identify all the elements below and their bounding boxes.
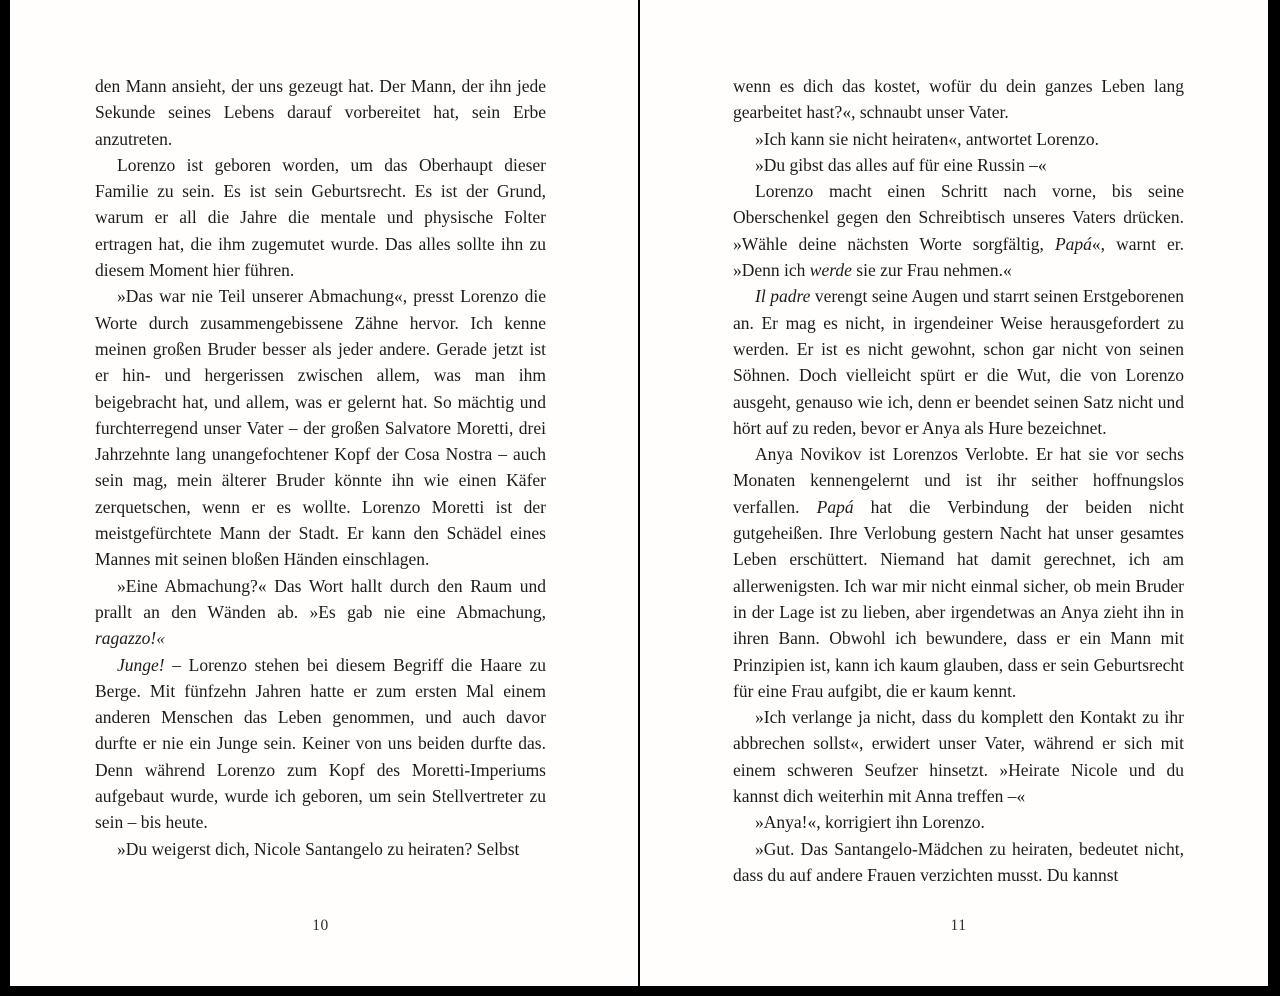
text-run: Anya Novikov ist Lorenzos Verlobte. Er hat sie vor sechs Monaten kennengelernt und ist ihr seither hoffnungslos verfallen.: [733, 444, 1184, 517]
paragraph: [733, 152, 1184, 178]
paragraph: [733, 283, 1184, 441]
text-run: wenn es dich das kostet, wofür du dein ganzes Leben lang gearbeitet hast?«, schnaubt unser Vater.: [733, 76, 1184, 123]
text-run: Lorenzo macht einen Schritt nach vorne, bis seine Oberschenkel gegen den Schreibtisch unseres Vaters drücken. »Wähle deine nächsten Worte sorgfältig,: [733, 181, 1184, 254]
text-run: Lorenzo ist geboren worden, um das Oberhaupt dieser Familie zu sein. Es ist sein Geburtsrecht. Es ist der Grund, warum er all die Jahre die mentale und physische Folter ertragen hat, die ihm zugemutet wurde. Das alles sollte ihn zu diesem Moment hier führen.: [95, 154, 546, 281]
page-right-text: [733, 73, 1184, 888]
text-run: hat die Verbindung der beiden nicht gutgeheißen. Ihre Verlobung gestern Nacht hat unser gesamtes Leben erschüttert. Niemand hat damit gerechnet, ich am allerwenigsten. Ich war mir nicht einmal sicher, ob mein Bruder in der Lage ist zu lieben, aber irgendetwas an Anya zieht ihn in ihren Bann. Obwohl ich bewundere, dass er ein Mann mit Prinzipien ist, kann ich kaum glauben, dass er sein Geburtsrecht für eine Frau aufgibt, die er kaum kennt.: [733, 496, 1184, 701]
text-run: »Du gibst das alles auf für eine Russin –«: [755, 154, 1047, 175]
text-run: »Anya!«, korrigiert ihn Lorenzo.: [755, 812, 985, 833]
text-run: »Du weigerst dich, Nicole Santangelo zu heiraten? Selbst: [117, 838, 520, 859]
text-run: »Das war nie Teil unserer Abmachung«, presst Lorenzo die Worte durch zusammengebissene Zähne hervor. Ich kenne meinen großen Bruder besser als jeder andere. Gerade jetzt ist er hin- und hergerissen zwischen allem, was man ihm beigebracht hat, und allem, was er gelernt hat. So mächtig und furchterregend unser Vater – der großen Salvatore Moretti, drei Jahrzehnte lang unangefochtener Kopf der Cosa Nostra – auch sein mag, mein älterer Bruder könnte ihn wie einen Käfer zerquetschen, wenn er es wollte. Lorenzo Moretti ist der meistgefürchtete Mann der Stadt. Er kann den Schädel eines Mannes mit seinen bloßen Händen einschlagen.: [95, 286, 546, 570]
text-run: «, warnt er. »Denn ich: [733, 233, 1184, 281]
italic-text-run: werde: [809, 260, 852, 281]
paragraph: [95, 283, 546, 572]
italic-text-run: Junge!: [117, 654, 165, 675]
text-run: den Mann ansieht, der uns gezeugt hat. Der Mann, der ihn jede Sekunde seines Lebens darauf vorbereitet hat, sein Erbe anzutreten.: [95, 76, 546, 149]
paragraph: [95, 836, 546, 862]
page-number-right: 11: [950, 917, 967, 934]
paragraph: [733, 126, 1184, 152]
italic-text-run: Papá: [1054, 233, 1092, 254]
paragraph: [733, 441, 1184, 704]
page-number-left: 10: [312, 917, 329, 934]
page-left: [10, 0, 640, 986]
italic-text-run: Il padre: [755, 286, 811, 307]
paragraph: [95, 152, 546, 283]
text-run: sie zur Frau nehmen.«: [851, 260, 1012, 281]
paragraph: [733, 704, 1184, 809]
paragraph: [733, 73, 1184, 126]
text-run: verengt seine Augen und starrt seinen Erstgeborenen an. Er mag es nicht, in irgendeiner Weise herausgefordert zu werden. Er ist es nicht gewohnt, schon gar nicht von seinen Söhnen. Doch vielleicht spürt er die Wut, die von Lorenzo ausgeht, genauso wie ich, denn er beendet seinen Satz nicht und hört auf zu reden, bevor er Anya als Hure bezeichnet.: [733, 286, 1184, 438]
paragraph: [733, 836, 1184, 889]
paragraph: [733, 809, 1184, 835]
text-run: – Lorenzo stehen bei diesem Begriff die Haare zu Berge. Mit fünfzehn Jahren hatte er zum ersten Mal einem anderen Menschen das Leben genommen, und auch davor durfte er nie ein Junge sein. Keiner von uns beiden durfte das. Denn während Lorenzo zum Kopf des Moretti-Imperiums aufgebaut wurde, wurde ich geboren, um sein Stellvertreter zu sein – bis heute.: [95, 654, 546, 833]
paragraph: [95, 573, 546, 652]
italic-text-run: Papá: [816, 496, 854, 517]
paragraph: [95, 652, 546, 836]
page-left-text: [95, 73, 546, 862]
paragraph: [733, 178, 1184, 283]
text-run: »Ich kann sie nicht heiraten«, antwortet Lorenzo.: [755, 128, 1100, 149]
text-run: »Gut. Das Santangelo-Mädchen zu heiraten, bedeutet nicht, dass du auf andere Frauen verzichten musst. Du kannst: [733, 838, 1184, 885]
paragraph: [95, 73, 546, 152]
page-right: [640, 0, 1268, 986]
text-run: »Eine Abmachung?« Das Wort hallt durch den Raum und prallt an den Wänden ab. »Es gab nie eine Abmachung,: [95, 575, 546, 622]
text-run: »Ich verlange ja nicht, dass du komplett den Kontakt zu ihr abbrechen sollst«, erwidert unser Vater, während er sich mit einem schweren Seufzer hinsetzt. »Heirate Nicole und du kannst dich weiterhin mit Anna treffen –«: [733, 707, 1184, 807]
italic-text-run: ragazzo!«: [95, 628, 166, 649]
